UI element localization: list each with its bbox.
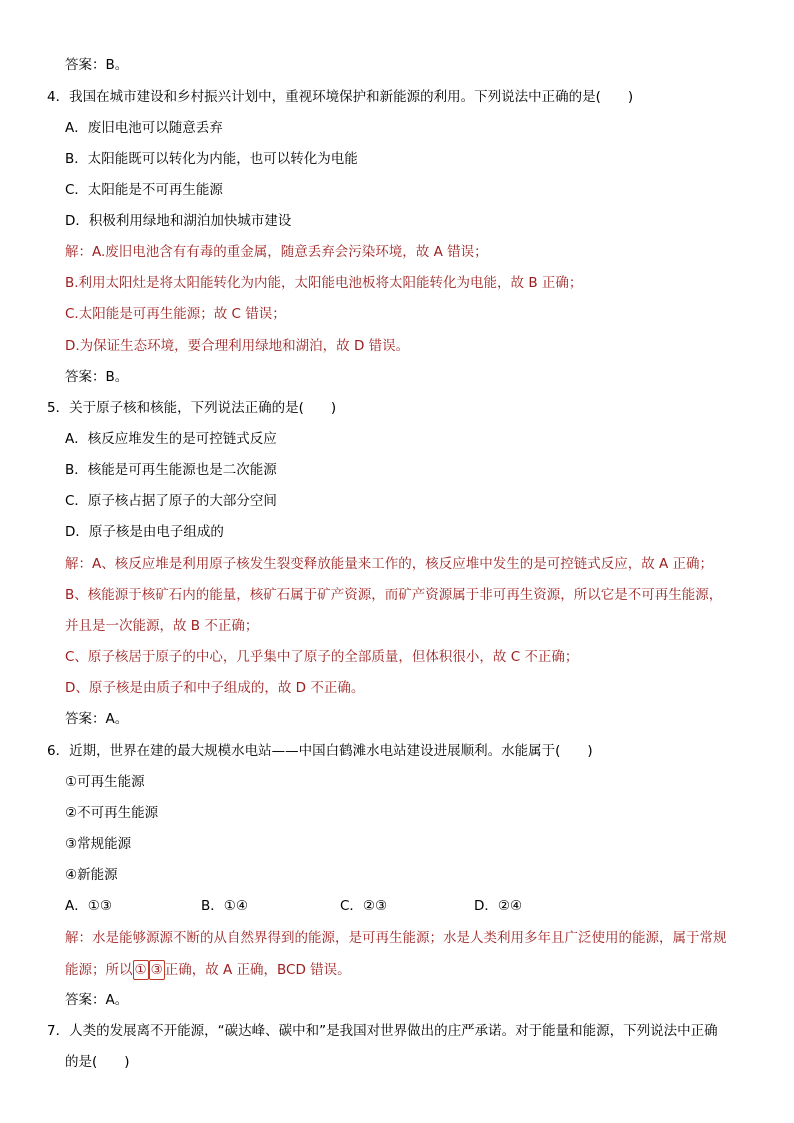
q5-stem: 5．关于原子核和核能，下列说法正确的是( ) <box>47 400 337 416</box>
q6-choices-row <box>0 897 794 917</box>
q4-solution-3: C.太阳能是可再生能源；故 C 错误； <box>65 306 286 322</box>
q4-option-a: A．废旧电池可以随意丢弃 <box>65 120 223 136</box>
q6-solution-1: 解：水是能够源源不断的从自然界得到的能源，是可再生能源；水是人类利用多年且广泛使用的能源，属于常规 <box>65 930 727 946</box>
q4-stem: 4．我国在城市建设和乡村振兴计划中，重视环境保护和新能源的利用。下列说法中正确的是( ) <box>47 89 634 105</box>
q6-solution-circled-1: ① <box>134 962 147 978</box>
q5-answer: 答案：A。 <box>65 711 129 727</box>
q5-option-d: D．原子核是由电子组成的 <box>65 524 224 540</box>
q4-solution-2: B.利用太阳灶是将太阳能转化为内能，太阳能电池板将太阳能转化为电能，故 B 正确； <box>65 275 583 291</box>
q5-solution-5: D、原子核是由质子和中子组成的，故 D 不正确。 <box>65 680 365 696</box>
q4-solution-1: 解：A.废旧电池含有有毒的重金属，随意丢弃会污染环境，故 A 错误； <box>65 244 488 260</box>
q7-stem-2: 的是( ) <box>65 1054 130 1070</box>
q6-item-1: ①可再生能源 <box>65 774 145 790</box>
q6-item-2: ②不可再生能源 <box>65 805 159 821</box>
q4-option-b: B．太阳能既可以转化为内能，也可以转化为电能 <box>65 151 358 167</box>
q5-solution-3: 并且是一次能源，故 B 不正确； <box>65 618 259 634</box>
q6-choice-b: B．①④ <box>201 898 248 914</box>
q6-choice-d: D．②④ <box>474 898 523 914</box>
q5-solution-1: 解：A、核反应堆是利用原子核发生裂变释放能量来工作的，核反应堆中发生的是可控链式反应，故 A 正确； <box>65 556 714 572</box>
q4-option-c: C．太阳能是不可再生能源 <box>65 182 223 198</box>
q5-option-b: B．核能是可再生能源也是二次能源 <box>65 462 277 478</box>
q5-solution-4: C、原子核居于原子的中心，几乎集中了原子的全部质量，但体积很小，故 C 不正确； <box>65 649 579 665</box>
q6-stem: 6．近期，世界在建的最大规模水电站——中国白鹤滩水电站建设进展顺利。水能属于( ) <box>47 743 593 759</box>
q6-choice-a: A．①③ <box>65 898 112 914</box>
q6-solution-circled-3: ③ <box>150 962 163 978</box>
q6-item-3: ③常规能源 <box>65 836 132 852</box>
q6-answer: 答案：A。 <box>65 992 129 1008</box>
q4-answer: 答案：B。 <box>65 369 129 385</box>
q5-solution-2: B、核能源于核矿石内的能量，核矿石属于矿产资源，而矿产资源属于非可再生资源，所以它是不可再生能源， <box>65 587 723 603</box>
prev-answer: 答案：B。 <box>65 57 129 73</box>
q4-option-d: D．积极利用绿地和湖泊加快城市建设 <box>65 213 292 229</box>
q5-option-c: C．原子核占据了原子的大部分空间 <box>65 493 277 509</box>
q7-stem-1: 7．人类的发展离不开能源，“碳达峰、碳中和”是我国对世界做出的庄严承诺。对于能量和能源，下列说法中正确 <box>47 1023 718 1039</box>
q5-option-a: A．核反应堆发生的是可控链式反应 <box>65 431 277 447</box>
q4-solution-4: D.为保证生态环境，要合理利用绿地和湖泊，故 D 错误。 <box>65 338 410 354</box>
q6-item-4: ④新能源 <box>65 867 118 883</box>
q6-solution-2-pre: 能源；所以 <box>65 962 133 978</box>
q6-solution-2 <box>65 960 351 980</box>
q6-choice-c: C．②③ <box>340 898 388 914</box>
q6-solution-2-post: 正确，故 A 正确，BCD 错误。 <box>164 962 351 978</box>
